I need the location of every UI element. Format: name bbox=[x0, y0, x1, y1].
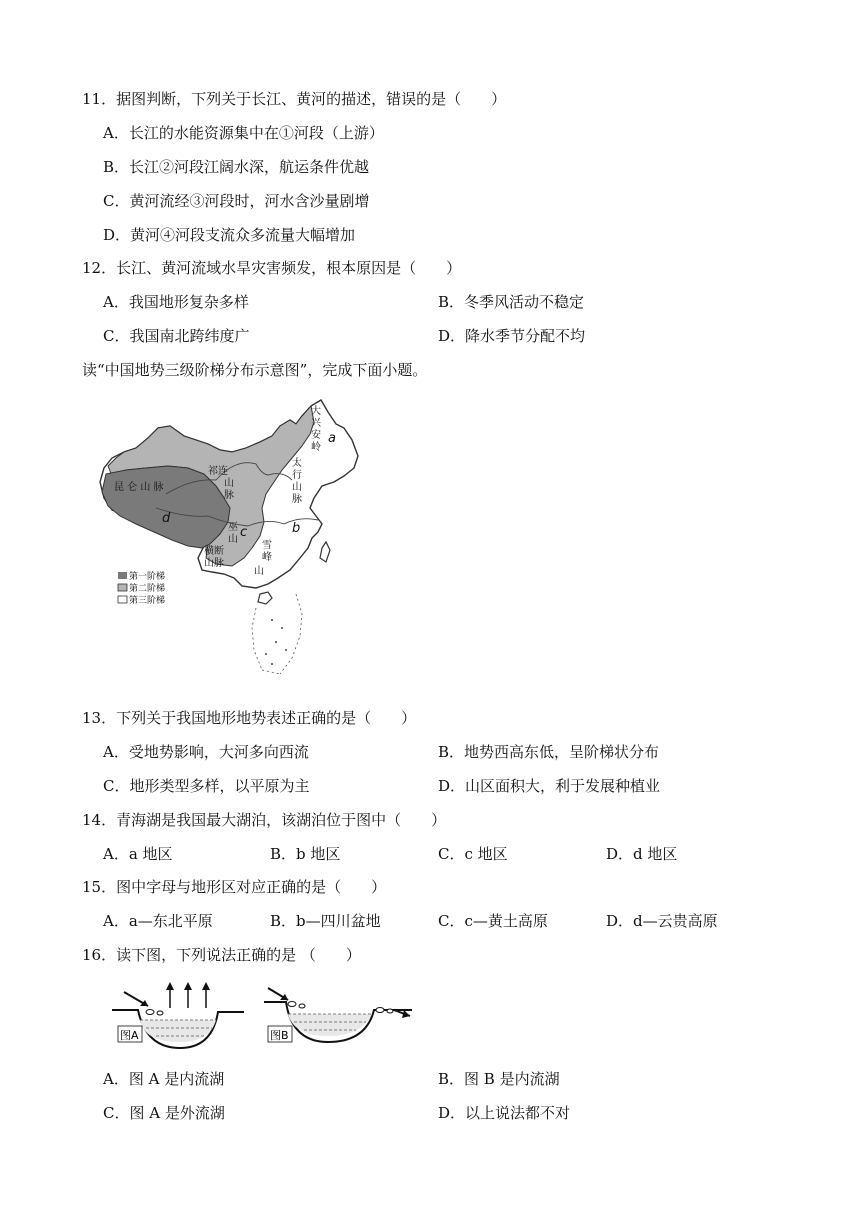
q12-option-d: D．降水季节分配不均 bbox=[438, 327, 586, 345]
q13-option-b: B．地势西高东低，呈阶梯状分布 bbox=[438, 743, 660, 761]
label-wushan-1: 巫 bbox=[228, 522, 238, 533]
label-wushan-2: 山 bbox=[228, 534, 238, 545]
label-qilian-1: 祁 bbox=[208, 466, 218, 477]
legend-swatch-step2 bbox=[118, 584, 127, 591]
figure-b-label: 图B bbox=[270, 1029, 289, 1042]
label-qilian-2: 连 bbox=[218, 466, 228, 477]
china-terrain-map bbox=[96, 398, 396, 680]
legend-swatch-step3 bbox=[118, 596, 127, 603]
q15-stem: 15．图中字母与地形区对应正确的是（ ） bbox=[82, 878, 387, 896]
label-a: a bbox=[328, 431, 336, 446]
q11-option-a: A．长江的水能资源集中在①河段（上游） bbox=[103, 124, 384, 142]
q15-option-c: C．c—黄土高原 bbox=[438, 912, 548, 930]
map-intro: 读“中国地势三级阶梯分布示意图”，完成下面小题。 bbox=[82, 361, 428, 379]
label-daxinganling-4: 岭 bbox=[311, 442, 321, 453]
q11-option-c: C．黄河流经③河段时，河水含沙量剧增 bbox=[103, 192, 370, 210]
q14-stem: 14．青海湖是我国最大湖泊，该湖泊位于图中（ ） bbox=[82, 811, 447, 829]
q12-option-a: A．我国地形复杂多样 bbox=[103, 293, 249, 311]
label-daxinganling-1: 大 bbox=[311, 406, 321, 417]
lake-diagrams bbox=[110, 982, 412, 1058]
legend-swatch-step1 bbox=[118, 572, 127, 579]
label-c: c bbox=[240, 525, 248, 540]
label-xuefeng-1: 雪 bbox=[262, 540, 272, 551]
q14-option-b: B．b 地区 bbox=[270, 845, 341, 863]
q12-option-b: B．冬季风活动不稳定 bbox=[438, 293, 585, 311]
label-d: d bbox=[162, 511, 171, 526]
q11-option-b: B．长江②河段江阔水深，航运条件优越 bbox=[103, 158, 370, 176]
q14-option-a: A．a 地区 bbox=[103, 845, 173, 863]
q15-option-a: A．a—东北平原 bbox=[103, 912, 213, 930]
q13-option-c: C．地形类型多样，以平原为主 bbox=[103, 777, 310, 795]
q16-stem: 16．读下图，下列说法正确的是 （ ） bbox=[82, 946, 361, 964]
south-sea-islands bbox=[252, 594, 302, 674]
label-xuefeng-3: 山 bbox=[254, 566, 264, 577]
q16-option-a: A．图 A 是内流湖 bbox=[103, 1070, 225, 1088]
label-kunlun: 昆 仑 山 脉 bbox=[114, 482, 164, 493]
figure-b bbox=[264, 988, 412, 1042]
label-hengduan-2: 山脉 bbox=[204, 558, 224, 569]
q12-stem: 12．长江、黄河流域水旱灾害频发，根本原因是（ ） bbox=[82, 259, 462, 277]
taiwan-island bbox=[320, 542, 330, 562]
legend bbox=[118, 570, 165, 606]
q15-option-d: D．d—云贵高原 bbox=[606, 912, 718, 930]
q13-option-a: A．受地势影响，大河多向西流 bbox=[103, 743, 309, 761]
label-taihang-1: 太 bbox=[292, 458, 302, 469]
figure-a-label: 图A bbox=[120, 1029, 139, 1042]
q11-option-d: D．黄河④河段支流众多流量大幅增加 bbox=[103, 226, 356, 244]
label-b: b bbox=[292, 521, 301, 536]
label-daxinganling-3: 安 bbox=[311, 430, 321, 441]
q15-option-b: B．b—四川盆地 bbox=[270, 912, 381, 930]
figure-a bbox=[112, 982, 244, 1048]
q14-option-c: C．c 地区 bbox=[438, 845, 508, 863]
label-hengduan-1: 横断 bbox=[204, 546, 224, 557]
label-taihang-4: 脉 bbox=[292, 494, 302, 505]
q11-stem: 11．据图判断，下列关于长江、黄河的描述，错误的是（ ） bbox=[82, 90, 507, 108]
legend-label-step3: 第三阶梯 bbox=[129, 596, 166, 606]
q13-stem: 13．下列关于我国地形地势表述正确的是（ ） bbox=[82, 709, 417, 727]
legend-label-step1: 第一阶梯 bbox=[129, 572, 166, 582]
q13-option-d: D．山区面积大，利于发展种植业 bbox=[438, 777, 661, 795]
label-daxinganling-2: 兴 bbox=[311, 418, 321, 429]
q16-option-b: B．图 B 是内流湖 bbox=[438, 1070, 560, 1088]
label-qilian-3: 山 bbox=[224, 478, 234, 489]
q12-option-c: C．我国南北跨纬度广 bbox=[103, 327, 250, 345]
legend-label-step2: 第二阶梯 bbox=[129, 584, 166, 594]
q16-option-c: C．图 A 是外流湖 bbox=[103, 1104, 225, 1122]
island-dots bbox=[265, 619, 287, 665]
q16-option-d: D．以上说法都不对 bbox=[438, 1104, 571, 1122]
label-taihang-2: 行 bbox=[292, 470, 302, 481]
label-qilian-4: 脉 bbox=[224, 490, 234, 501]
hainan-island bbox=[258, 592, 272, 604]
label-taihang-3: 山 bbox=[292, 482, 302, 493]
q14-option-d: D．d 地区 bbox=[606, 845, 678, 863]
label-xuefeng-2: 峰 bbox=[262, 552, 272, 563]
